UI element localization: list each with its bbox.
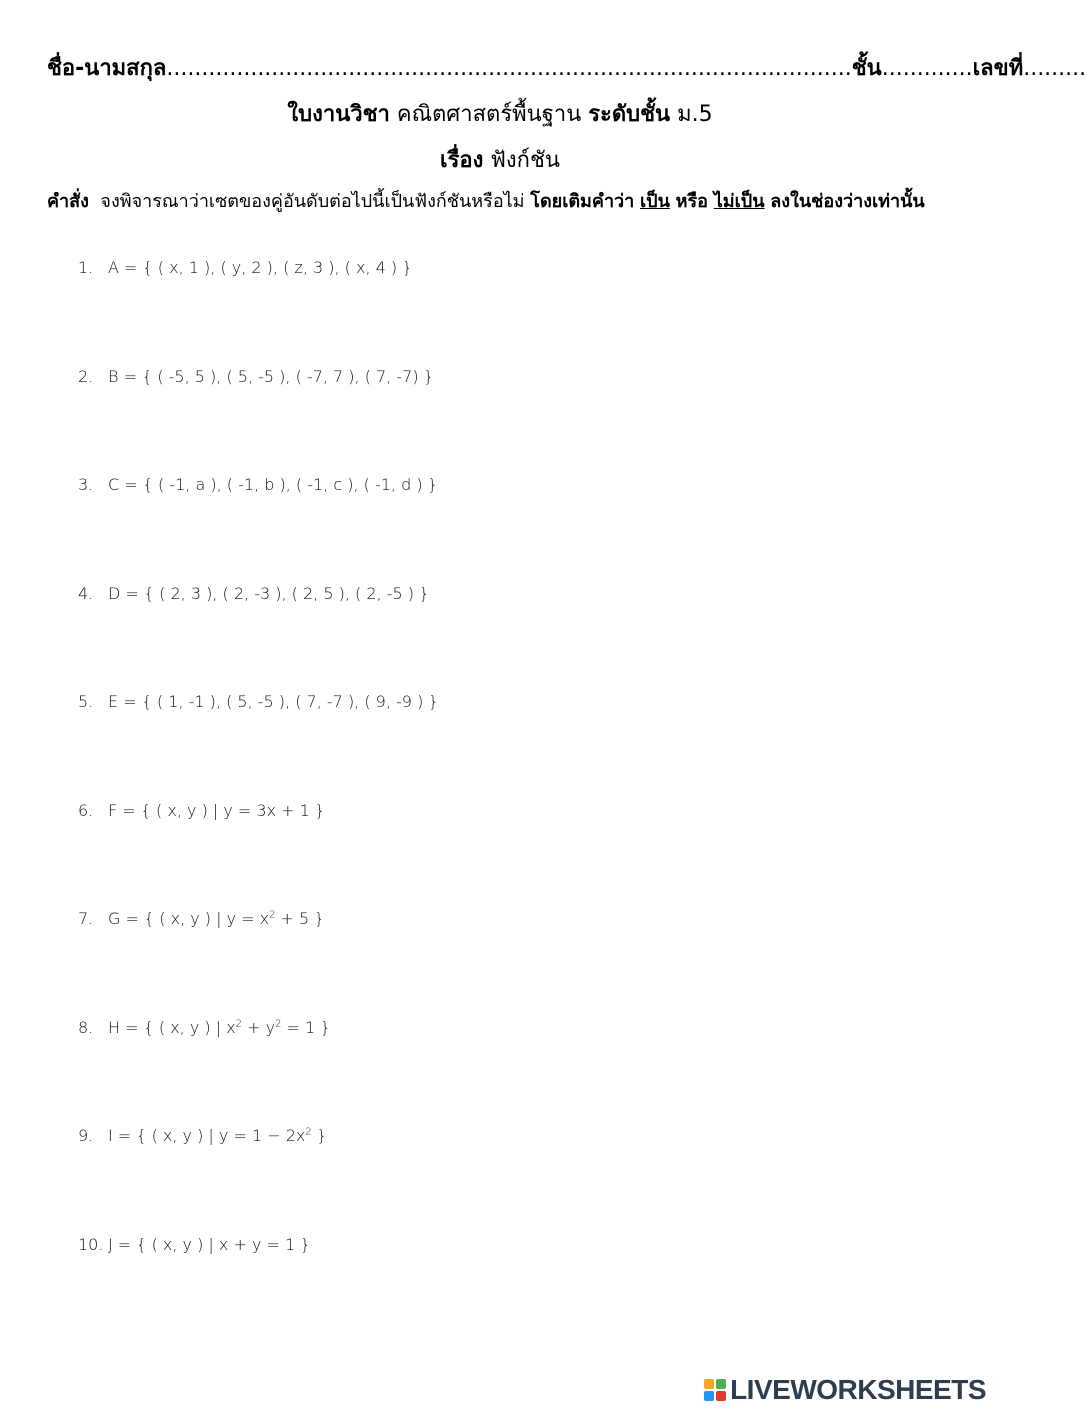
topic-label: เรื่อง: [440, 148, 484, 173]
question-item: 6. F = { ( x, y ) | y = 3x + 1 }: [78, 800, 326, 820]
logo-square: [716, 1391, 726, 1401]
question-item: 9. I = { ( x, y ) | $y = 1 - 2x^2$ }: [78, 1126, 327, 1145]
logo-square: [704, 1391, 714, 1401]
question-item: 1. A = { ( x, 1 ), ( y, 2 ), ( z, 3 ), ( x, 4 ) }: [78, 258, 413, 277]
question-item: 10. J = { ( x, y ) | x + y = 1 }: [78, 1234, 311, 1254]
question-item: 8. H = { ( x, y ) | $x^2 + y^2 = 1$ }: [78, 1017, 331, 1037]
liveworksheets-logo: [704, 1374, 986, 1406]
subject-name: คณิตศาสตร์พื้นฐาน: [396, 102, 582, 127]
question-item: 4. D = { ( 2, 3 ), ( 2, -3 ), ( 2, 5 ), ( 2, -5 ) }: [78, 583, 430, 603]
worksheet-label: ใบงานวิชา: [287, 102, 390, 127]
worksheet-title: [0, 96, 1000, 131]
logo-text: LIVEWORKSHEETS: [730, 1374, 986, 1405]
level-value: ม.5: [677, 102, 713, 127]
number-label: เลขที่: [972, 56, 1024, 81]
instruction-tail: ลงในช่องว่างเท่านั้น: [770, 191, 925, 212]
question-list: [78, 258, 878, 1343]
question-item: 2. B = { ( -5, 5 ), ( 5, -5 ), ( -7, 7 ), ( 7, -7) }: [78, 366, 434, 386]
question-item: 7. G = { ( x, y ) | $y = x^2 + 5$ }: [78, 909, 325, 928]
instruction-or: หรือ: [675, 191, 708, 212]
question-item: 3. C = { ( -1, a ), ( -1, b ), ( -1, c ), ( -1, d ) }: [78, 475, 438, 494]
student-info-line: [47, 50, 1086, 85]
instruction-fill-phrase: โดยเติมคำว่า: [530, 191, 635, 212]
class-label: ชั้น: [851, 56, 882, 81]
instruction-label: คำสั่ง: [47, 191, 89, 212]
name-label: ชื่อ-นามสกุล: [47, 56, 167, 81]
answer-word-yes: เป็น: [640, 191, 670, 212]
name-blank[interactable]: ..................................................................................................: [166, 56, 852, 81]
instruction-text: จงพิจารณาว่าเซตของคู่อันดับต่อไปนี้เป็นฟังก์ชันหรือไม่: [100, 191, 525, 212]
topic-line: [0, 142, 1000, 177]
level-label: ระดับชั้น: [588, 102, 671, 127]
number-blank[interactable]: .........: [1023, 56, 1086, 81]
answer-word-no: ไม่เป็น: [713, 191, 765, 212]
instruction-line: [47, 186, 967, 215]
topic-value: ฟังก์ชัน: [490, 148, 560, 173]
class-blank[interactable]: .............: [881, 56, 973, 81]
logo-square: [704, 1379, 714, 1389]
logo-square: [716, 1379, 726, 1389]
question-item: 5. E = { ( 1, -1 ), ( 5, -5 ), ( 7, -7 ), ( 9, -9 ) }: [78, 692, 439, 711]
liveworksheets-logo-icon: [704, 1379, 726, 1401]
